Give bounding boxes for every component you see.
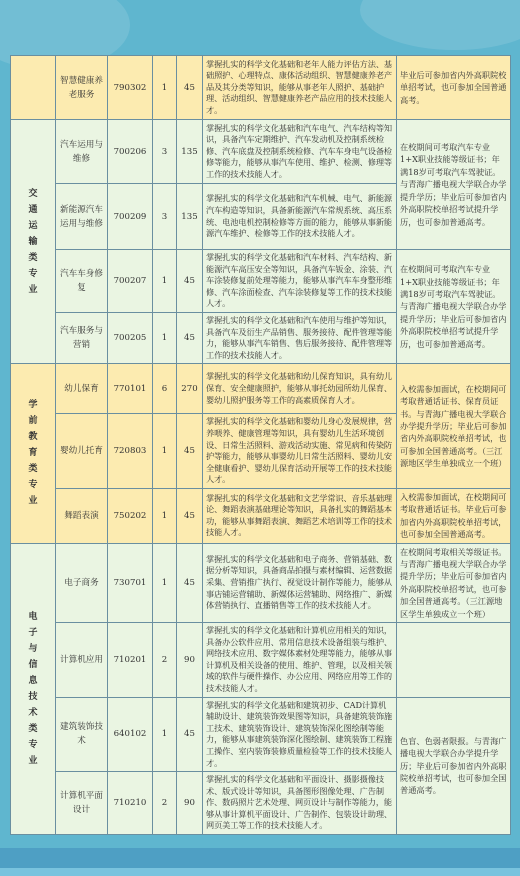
credit-count: 45 [177, 250, 203, 313]
major-name: 新能源汽车运用与维修 [56, 184, 108, 250]
table-row [11, 250, 511, 313]
credit-count: 135 [177, 184, 203, 250]
training-objective: 掌握扎实的科学文化基础和幼儿保育知识，具有幼儿保育、安全健康照护，能够从事托幼园所幼儿保育、婴幼儿照护服务等工作的高素质保育人才。 [203, 364, 397, 414]
credit-count: 135 [177, 120, 203, 184]
category-label: 电子与信息技术类专业 [28, 611, 38, 766]
remarks: 入校需参加面试，在校期间可考取普通话证书。毕业后可参加省内外高职院校单招考试，也可参加全国普通高考。 [397, 488, 511, 543]
credit-count: 45 [177, 56, 203, 120]
credit-count: 45 [177, 543, 203, 622]
major-code: 730701 [108, 543, 153, 622]
major-code: 700207 [108, 250, 153, 313]
training-objective: 掌握扎实的科学文化基础和汽车机械、电气、新能源汽车构造等知识，具备新能源汽车常规系统、高压系统、电池电机控制检修等方面的能力，能够从事新能源汽车维护、检修等工作的技术技能人才。 [203, 184, 397, 250]
background-leaf-decoration [360, 0, 520, 50]
training-objective: 掌握扎实的科学文化基础和汽车材料、汽车结构、新能源汽车高压安全等知识，具备汽车钣金、涂装、汽车涂装修复前处理等能力，能够从事汽车车身整形维修、汽车涂面检查、汽车涂装修复等工作的技术技能人才。 [203, 250, 397, 313]
major-code: 720803 [108, 414, 153, 489]
study-years: 1 [153, 250, 177, 313]
training-objective: 掌握扎实的科学文化基础和建筑初步、CAD计算机辅助设计、建筑装饰效果图等知识，具备建筑装饰施工技术、建筑装饰设计、建筑装饰深化图绘制等能力，能够从事建筑装饰深化图绘制、建筑装饰工程施工操作、室内装饰装修质量检验等工作的技术技能人才。 [203, 697, 397, 772]
credit-count: 45 [177, 312, 203, 363]
study-years: 3 [153, 120, 177, 184]
major-name: 智慧健康养老服务 [56, 56, 108, 120]
remarks: 在校期间考取相关等级证书。与青海广播电视大学联合办学提升学历；毕业后可参加省内外高职院校单招考试，也可参加全国普通高考。（三江源地区学生单独成立一个班） [397, 543, 511, 622]
study-years: 2 [153, 622, 177, 697]
credit-count: 270 [177, 364, 203, 414]
training-objective: 掌握扎实的科学文化基础和电子商务、营销基础、数据分析等知识，具备商品拍摄与素材编辑、运营数据采集、营销推广执行、视觉设计制作等能力，能够从事店铺运营辅助、新媒体运营辅助、网络推广、新媒体营销执行、直播销售等工作的技术技能人才。 [203, 543, 397, 622]
remarks: 在校期间可考取汽车专业1+X职业技能等级证书；年满18岁可考取汽车驾驶证。与青海广播电视大学联合办学提升学历；毕业后可参加省内外高职院校单招考试提升学历，也可参加普通高考。 [397, 120, 511, 250]
major-code: 700206 [108, 120, 153, 184]
table-row [11, 543, 511, 622]
major-name: 汽车车身修复 [56, 250, 108, 313]
major-code: 640102 [108, 697, 153, 772]
table-row [11, 488, 511, 543]
category-cell [11, 56, 56, 120]
remarks [397, 622, 511, 697]
footer-bar [0, 848, 520, 868]
table-row [11, 697, 511, 772]
study-years: 1 [153, 414, 177, 489]
remarks: 入校需参加面试，在校期间可考取普通话证书、保育员证书。与青海广播电视大学联合办学提升学历；毕业后可参加省内外高职院校单招考试，也可参加全国普通高考。（三江源地区学生单独成立一个班） [397, 364, 511, 489]
category-cell [11, 543, 56, 835]
major-name: 婴幼儿托育 [56, 414, 108, 489]
major-code: 710201 [108, 622, 153, 697]
study-years: 1 [153, 543, 177, 622]
major-code: 790302 [108, 56, 153, 120]
category-cell [11, 120, 56, 364]
study-years: 1 [153, 697, 177, 772]
major-name: 汽车服务与营销 [56, 312, 108, 363]
training-objective: 掌握扎实的科学文化基础和老年人能力评估方法、基础照护、心理特点、康体活动组织、智慧健康养老产品及其分类等知识，能够从事老年人照护、基础护理、活动组织、智慧健康养老产品应用的技术技能人才。 [203, 56, 397, 120]
major-name: 汽车运用与维修 [56, 120, 108, 184]
study-years: 1 [153, 488, 177, 543]
study-years: 6 [153, 364, 177, 414]
major-name: 幼儿保育 [56, 364, 108, 414]
remarks: 毕业后可参加省内外高职院校单招考试，也可参加全国普通高考。 [397, 56, 511, 120]
major-name: 建筑装饰技术 [56, 697, 108, 772]
training-objective: 掌握扎实的科学文化基础和文艺学常识、音乐基础理论、舞蹈表演基础理论等知识，具备扎实的舞蹈基本功，能够从事舞蹈表演、舞蹈艺术培训等工作的技术技能人才。 [203, 488, 397, 543]
major-name: 舞蹈表演 [56, 488, 108, 543]
study-years: 1 [153, 56, 177, 120]
training-objective: 掌握扎实的科学文化基础和平面设计、摄影摄像技术、版式设计等知识，具备图形图像处理、广告制作、数码照片艺术处理、网页设计与制作等能力，能够从事计算机平面设计、广告制作、包装设计助理、网页美工等工作的技术技能人才。 [203, 772, 397, 835]
study-years: 1 [153, 312, 177, 363]
major-code: 750202 [108, 488, 153, 543]
major-code: 700209 [108, 184, 153, 250]
remarks: 色盲、色弱者限报。与青海广播电视大学联合办学提升学历；毕业后可参加省内外高职院校单招考试，也可参加全国普通高考。 [397, 697, 511, 835]
credit-count: 90 [177, 622, 203, 697]
major-code: 770101 [108, 364, 153, 414]
major-code: 710210 [108, 772, 153, 835]
study-years: 3 [153, 184, 177, 250]
training-objective: 掌握扎实的科学文化基础和婴幼儿身心发展规律，营养喂养、健康管理等知识，具有婴幼儿生活环境创设、日常生活照料、游戏活动实施、常见病和传染防护等能力，能够从事婴幼儿日常生活照料、婴幼儿安全健康看护、婴幼儿保育活动开展等工作的技术技能人才。 [203, 414, 397, 489]
table-row [11, 56, 511, 120]
study-years: 2 [153, 772, 177, 835]
category-label: 交通运输类专业 [28, 188, 38, 295]
majors-table [10, 55, 511, 835]
major-name: 计算机平面设计 [56, 772, 108, 835]
table-row [11, 622, 511, 697]
major-name: 电子商务 [56, 543, 108, 622]
training-objective: 掌握扎实的科学文化基础和汽车使用与维护等知识，具备汽车及衍生产品销售、服务接待、配件管理等能力，能够从事汽车销售、售后服务接待、配件管理等工作的技术技能人才。 [203, 312, 397, 363]
remarks: 在校期间可考取汽车专业1+X职业技能等级证书；年满18岁可考取汽车驾驶证。与青海广播电视大学联合办学提升学历；毕业后可参加省内外高职院校单招考试提升学历，也可参加普通高考。 [397, 250, 511, 364]
credit-count: 90 [177, 772, 203, 835]
category-label: 学前教育类专业 [28, 400, 38, 507]
major-code: 700205 [108, 312, 153, 363]
training-objective: 掌握扎实的科学文化基础和汽车电气、汽车结构等知识，具备汽车定期维护、汽车发动机及控制系统检修、汽车底盘及控制系统检修、汽车车身电气设备检修等能力，能够从事汽车使用、维护、检测、修理等工作的技术技能人才。 [203, 120, 397, 184]
category-cell [11, 364, 56, 543]
credit-count: 45 [177, 414, 203, 489]
program-table [10, 55, 510, 835]
table-row [11, 364, 511, 414]
credit-count: 45 [177, 697, 203, 772]
training-objective: 掌握扎实的科学文化基础和计算机应用相关的知识，具备办公软件应用、常用信息技术设备组装与维护、网络技术应用、数字媒体素材处理等能力，能够从事计算机及相关设备的使用、维护、管理，以及相关领域的软件与硬件操作、办公应用、网络应用等工作的技术技能人才。 [203, 622, 397, 697]
footer-stripe [0, 868, 520, 876]
table-row [11, 120, 511, 184]
credit-count: 45 [177, 488, 203, 543]
major-name: 计算机应用 [56, 622, 108, 697]
